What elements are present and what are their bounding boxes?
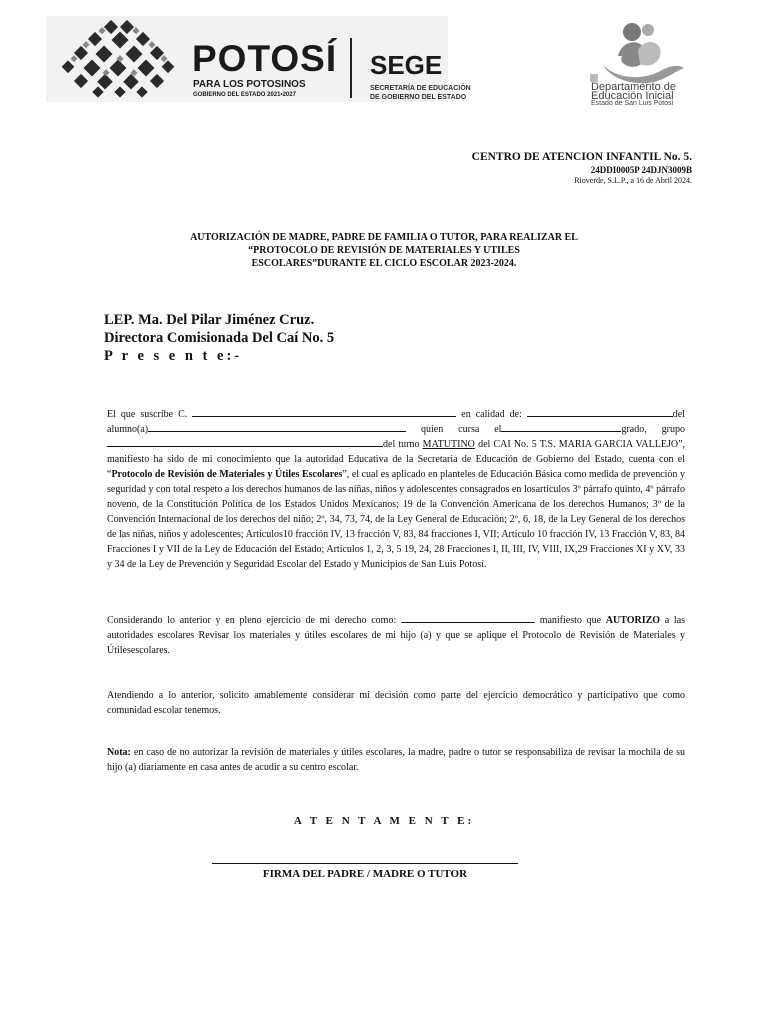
sege-subtitle-line1: SECRETARÍA DE EDUCACIÓN xyxy=(370,85,471,92)
paragraph-declaration xyxy=(107,407,685,572)
signature-caption: FIRMA DEL PADRE / MADRE O TUTOR xyxy=(262,868,468,880)
p1-text-f: grado, xyxy=(621,424,647,435)
sege-subtitle-line2: DE GOBIERNO DEL ESTADO xyxy=(370,94,467,101)
paragraph-request: Atendiendo a lo anterior, solicito amablemente considerar mi decisión como parte del ejercicio democrático y participativo que como comunidad escolar tenemos. xyxy=(107,690,685,716)
grade-field[interactable] xyxy=(501,422,621,432)
p2-text-c: a las autoridades escolares Revisar los materiales y útiles escolares de mi hijo (a) y que se aplique el Protocolo de Revisión de Materiales y Útilesescolares. xyxy=(107,615,686,656)
potosi-logo-text: POTOSÍ xyxy=(192,38,338,79)
p2-text-a: Considerando lo anterior y en pleno ejercicio de mi derecho como: xyxy=(107,615,397,626)
center-codes: 24DDI0005P 24DJN3009B xyxy=(590,165,692,175)
protocol-name: Protocolo de Revisión de Materiales y Útiles Escolares xyxy=(111,469,343,480)
p1-text-g: grupo xyxy=(661,424,685,435)
capacity-field[interactable] xyxy=(401,613,535,623)
dei-line3: Estado de San Luis Potosí xyxy=(591,100,674,107)
title-line1: AUTORIZACIÓN DE MADRE, PADRE DE FAMILIA O TUTOR, PARA REALIZAR EL xyxy=(190,232,578,243)
p1-text-a: El que suscribe C. xyxy=(107,409,188,420)
p1-text-j: ”, el cual es aplicado en planteles de Educación Básica como medida de prevención y seguridad y con total respeto a los derechos humanos de las niñas, niños y adolescentes consagrados en losartículos 3º párrafo quinto, 4º párrafo noveno, de la Constitución Política de los Estados Unidos Mexicanos; 19 de la Convención Americana de los derechos Humanos; 3º de la Convención Internacional de los derechos del niño; 2º, 34, 73, 74, de la Ley General de Educación; 2º, 6, 18, de la Ley General de los derechos de las niñas, niños y adolescentes; Artículos10 fracción IV, 13 fracción V, 83, 84 fracciones I, VII; Artículo 10 fracción IV, 13 Fracción V, 83, 84 Fracciones I y VII de la Ley de Educación del Estado; Artículos 1, 2, 3, 5 19, 24, 28 Fracciones I, II, III, IV, VIII, IX,29 Fracciones XI y XV, 33 y 34 de la Ley de Prevención y Seguridad Escolar del Estado y Municipios de San Luis Potosí. xyxy=(107,469,685,570)
student-name-field[interactable] xyxy=(148,422,406,432)
paragraph-authorization xyxy=(107,613,685,658)
addressee-block xyxy=(104,311,334,365)
p1-text-e: quien cursa el xyxy=(421,424,502,435)
p1-text-d: alumno(a) xyxy=(107,424,149,435)
shift-value: MATUTINO xyxy=(422,439,475,450)
authorize-word: AUTORIZO xyxy=(605,615,661,626)
p1-text-i: del CAI No. 5 T.S. MARIA GARCIA VALLEJO”, manifiesto ha sido de mi conocimiento que la autoridad Educativa de la Secretaria de Educación de Gobierno del Estado, cuenta con el “ xyxy=(107,439,686,480)
signer-name-field[interactable] xyxy=(192,407,456,417)
signature-line[interactable] xyxy=(212,863,518,864)
note-text: en caso de no autorizar la revisión de materiales y útiles escolares, la madre, padre o tutor se responsabiliza de revisar la mochila de su hijo (a) diariamente en casa antes de acudir a su centro escolar. xyxy=(107,747,686,773)
paragraph-note xyxy=(107,745,685,775)
title-line2: “PROTOCOLO DE REVISIÓN DE MATERIALES Y UTILES xyxy=(248,245,520,256)
p2-text-b: manifiesto que xyxy=(539,615,602,626)
document-date: Rioverde, S.L.P., a 16 de Abril 2024. xyxy=(574,176,692,185)
logo-divider xyxy=(350,38,352,98)
addressee-role: Directora Comisionada Del Caí No. 5 xyxy=(104,330,335,346)
closing-atentamente: A T E N T A M E N T E: xyxy=(293,815,475,827)
presente-label: P r e s e n t e:- xyxy=(104,348,243,364)
government-period: GOBIERNO DEL ESTADO 2021•2027 xyxy=(193,92,296,98)
document-title xyxy=(150,231,618,270)
center-name: CENTRO DE ATENCION INFANTIL No. 5. xyxy=(471,151,692,163)
group-field[interactable] xyxy=(107,437,383,447)
p1-text-b: en calidad de: xyxy=(461,409,522,420)
addressee-name: LEP. Ma. Del Pilar Jiménez Cruz. xyxy=(104,312,315,328)
title-line3: ESCOLARES”DURANTE EL CICLO ESCOLAR 2023-2024. xyxy=(251,258,517,269)
relationship-field[interactable] xyxy=(527,407,673,417)
sege-subtitle xyxy=(370,84,500,102)
potosi-tagline: PARA LOS POTOSINOS xyxy=(193,79,306,90)
p1-text-c: del xyxy=(672,409,686,420)
p1-text-h: del turno xyxy=(383,439,420,450)
sege-logo-text: SEGE xyxy=(370,50,443,80)
huasteca-pattern-logo xyxy=(54,18,184,100)
note-label: Nota: xyxy=(107,747,131,758)
dei-line2: Educación Inicial xyxy=(591,90,674,102)
dei-line1: Departamento de xyxy=(591,81,676,93)
government-logo-banner xyxy=(46,16,471,102)
